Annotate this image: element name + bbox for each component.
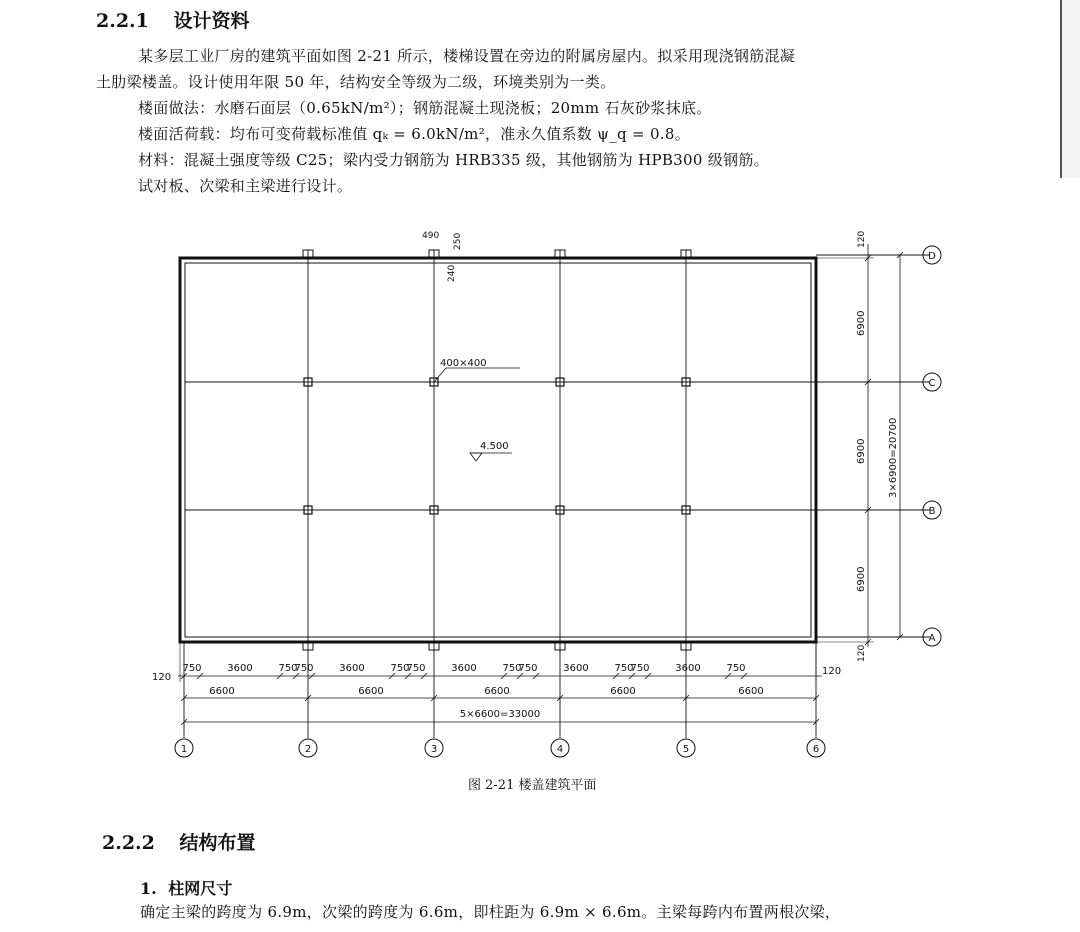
segment-label: 3600 (675, 663, 701, 674)
span-label: 6600 (209, 686, 235, 697)
column-size-leader (434, 368, 520, 382)
span-label: 6600 (484, 686, 510, 697)
section-title: 设计资料 (173, 10, 250, 32)
pilaster-depth-label: 250 (453, 232, 463, 250)
right-total-label: 3×6900=20700 (888, 417, 899, 498)
segment-label: 3600 (451, 663, 477, 674)
section-title: 结构布置 (179, 832, 256, 854)
subsection-number: 1. (140, 879, 157, 898)
axis-label-c: C (928, 378, 936, 389)
segment-label: 750 (614, 663, 634, 674)
subsection-title: 柱网尺寸 (168, 879, 233, 898)
span-label: 6600 (610, 686, 636, 697)
segment-label: 3600 (563, 663, 589, 674)
wall-thickness-label: 240 (447, 264, 457, 282)
section-number: 2.2.2 (102, 832, 155, 854)
axis-label-1: 1 (180, 744, 188, 755)
axis-label-a: A (928, 633, 936, 644)
axis-label-b: B (928, 506, 936, 517)
top-offset-label: 120 (857, 230, 867, 248)
elevation-triangle (470, 453, 482, 461)
figure-caption: 图 2-21 楼盖建筑平面 (468, 778, 597, 793)
paragraph-1-line-2: 土肋梁楼盖。设计使用年限 50 年，结构安全等级为二级，环境类别为一类。 (96, 73, 616, 91)
page-edge (1060, 0, 1080, 178)
segment-label: 750 (294, 663, 314, 674)
bottom-right-offset-label: 120 (857, 644, 867, 662)
span-label: 6600 (738, 686, 764, 697)
segment-label: 750 (630, 663, 650, 674)
axis-label-d: D (928, 251, 936, 262)
column-size-label: 400×400 (440, 358, 487, 369)
floor-plan-drawing (140, 222, 960, 778)
paragraph-floor-finish: 楼面做法：水磨石面层（0.65kN/m²）；钢筋混凝土现浇板；20mm 石灰砂浆抹底。 (138, 99, 712, 117)
right-dim-label: 6900 (856, 566, 867, 592)
section-heading-222 (102, 828, 256, 855)
span-label: 6600 (358, 686, 384, 697)
section-heading-221 (96, 6, 250, 33)
left-offset-label: 120 (152, 672, 172, 683)
right-dim-label: 6900 (856, 438, 867, 464)
bottom-total-label: 5×6600=33000 (459, 709, 541, 720)
segment-label: 750 (518, 663, 538, 674)
axis-label-6: 6 (812, 744, 820, 755)
segment-label: 750 (278, 663, 298, 674)
axis-label-3: 3 (430, 744, 438, 755)
right-offset-label: 120 (822, 666, 842, 677)
axis-label-5: 5 (682, 744, 690, 755)
axis-label-4: 4 (556, 744, 564, 755)
paragraph-materials: 材料：混凝土强度等级 C25；梁内受力钢筋为 HRB335 级，其他钢筋为 HPB300 级钢筋。 (138, 151, 769, 169)
right-dim-label: 6900 (856, 310, 867, 336)
segment-label: 3600 (227, 663, 253, 674)
segment-label: 750 (182, 663, 202, 674)
axis-label-2: 2 (304, 744, 312, 755)
segment-label: 750 (406, 663, 426, 674)
paragraph-1-line-1: 某多层工业厂房的建筑平面如图 2-21 所示，楼梯设置在旁边的附属房屋内。拟采用现浇钢筋混凝 (138, 47, 796, 65)
paragraph-column-grid: 确定主梁的跨度为 6.9m，次梁的跨度为 6.6m，即柱距为 6.9m × 6.6m。主梁每跨内布置两根次梁， (140, 903, 841, 921)
pilaster-width-label: 490 (422, 231, 440, 241)
segment-label: 750 (390, 663, 410, 674)
segment-label: 750 (726, 663, 746, 674)
elevation-label: 4.500 (480, 441, 509, 452)
paragraph-task: 试对板、次梁和主梁进行设计。 (138, 177, 353, 195)
section-number: 2.2.1 (96, 10, 149, 32)
paragraph-live-load: 楼面活荷载：均布可变荷载标准值 qₖ = 6.0kN/m²，准永久值系数 ψ_q = 0.8。 (138, 125, 690, 143)
segment-label: 750 (502, 663, 522, 674)
subsection-heading (140, 876, 232, 899)
segment-label: 3600 (339, 663, 365, 674)
